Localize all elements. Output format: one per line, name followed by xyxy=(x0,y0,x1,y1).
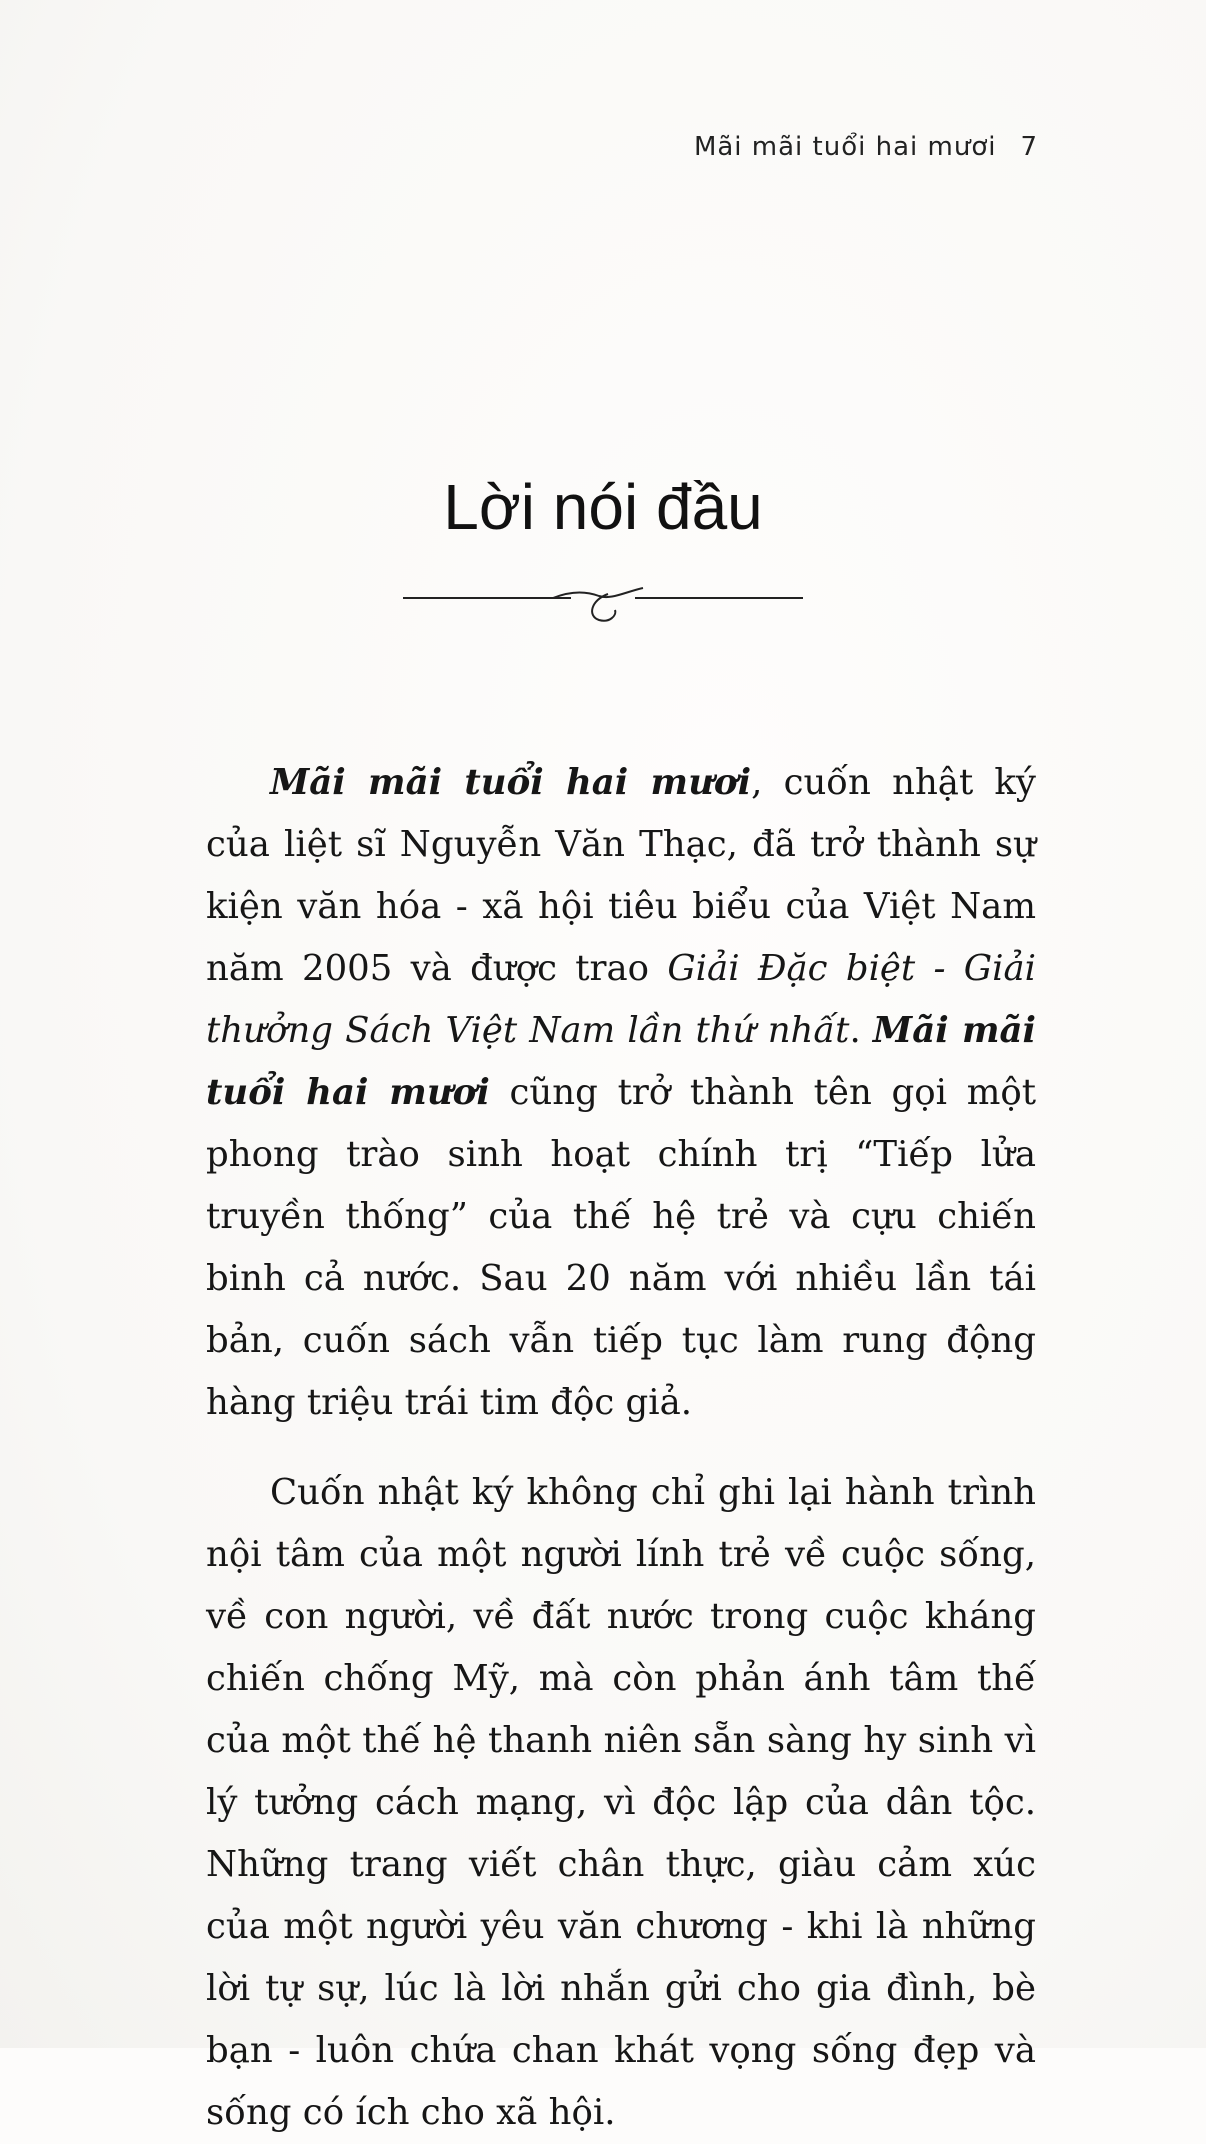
paragraph-text: Cuốn nhật ký không chỉ ghi lại hành trình nội tâm của một người lính trẻ về cuộc sống, về con người, về đất nước trong cuộc kháng chiến chống Mỹ, mà còn phản ánh tâm thế của một thế hệ thanh niên sẵn sàng hy sinh vì lý tưởng cách mạng, vì độc lập của dân tộc. Những trang viết chân thực, giàu cảm xúc của một người yêu văn chương - khi là những lời tự sự, lúc là lời nhắn gửi cho gia đình, bè bạn - luôn chứa chan khát vọng sống đẹp và sống có ích cho xã hội. xyxy=(206,1472,1036,2133)
award-name-emphasis: Giải Đặc biệt - Giải thưởng Sách Việt Nam lần thứ nhất xyxy=(206,948,1036,1051)
page-number: 7 xyxy=(1020,132,1038,162)
paragraph-text: . xyxy=(849,1010,873,1051)
body-text xyxy=(206,752,1036,2144)
paragraph-text: , cuốn nhật ký của liệt sĩ Nguyễn Văn Thạc, đã trở thành sự kiện văn hóa - xã hội tiêu biểu của Việt Nam năm 2005 và được trao xyxy=(206,762,1036,989)
paragraph-text: cũng trở thành tên gọi một phong trào sinh hoạt chính trị “Tiếp lửa truyền thống” của thế hệ trẻ và cựu chiến binh cả nước. Sau 20 năm với nhiều lần tái bản, cuốn sách vẫn tiếp tục làm rung động hàng triệu trái tim độc giả. xyxy=(206,1072,1036,1423)
flourish-divider-icon xyxy=(403,578,803,628)
paragraph xyxy=(206,1462,1036,2144)
book-title-emphasis: Mãi mãi tuổi hai mươi xyxy=(270,762,752,803)
running-header xyxy=(694,132,1038,162)
running-header-title: Mãi mãi tuổi hai mươi xyxy=(693,132,997,162)
chapter-title: Lời nói đầu xyxy=(443,471,763,543)
paragraph xyxy=(206,752,1036,1434)
book-title-emphasis: Mãi mãi tuổi hai mươi xyxy=(206,1010,1037,1113)
